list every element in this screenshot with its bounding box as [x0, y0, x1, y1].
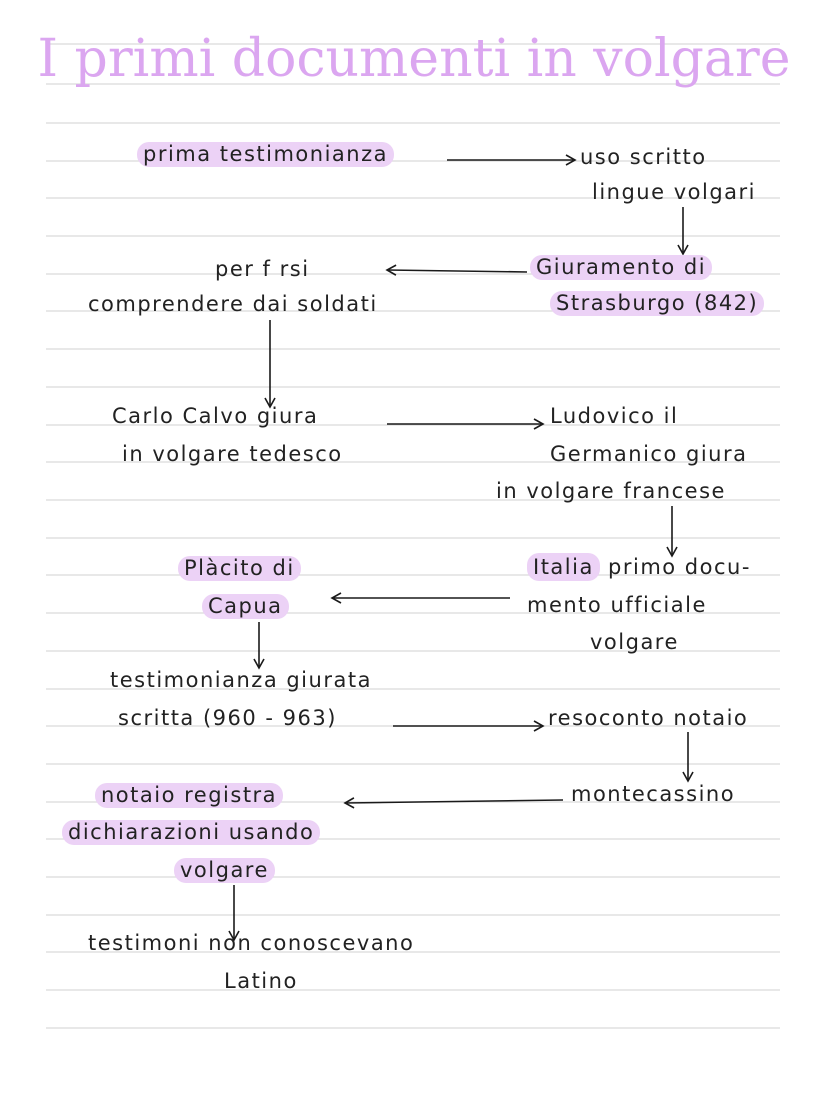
- node-resoconto: resoconto notaio: [548, 706, 749, 730]
- node-giuramento-line1: Giuramento di: [530, 255, 712, 280]
- node-ludovico-line2: Germanico giura: [550, 442, 748, 466]
- node-ludovico-line1: Ludovico il: [550, 404, 679, 428]
- node-italia-line2: mento ufficiale: [527, 593, 707, 617]
- node-notaio-line2: dichiarazioni usando: [62, 820, 320, 845]
- node-testimonianza-line2: scritta (960 - 963): [118, 706, 337, 730]
- node-italia-line1: [527, 557, 751, 578]
- page-title: I primi documenti in volgare: [37, 29, 791, 89]
- arrow-montecassino-to-notaio: [345, 800, 563, 803]
- node-notaio-line3: volgare: [174, 858, 275, 883]
- node-testimoni-line2: Latino: [224, 969, 298, 993]
- node-lingue-volgari: lingue volgari: [592, 180, 756, 204]
- arrow-giuramento-to-farsi: [387, 270, 527, 272]
- node-comprendere: comprendere dai soldati: [88, 292, 378, 316]
- node-placito-line2: Capua: [202, 594, 289, 619]
- node-testimonianza-line1: testimonianza giurata: [110, 668, 372, 692]
- node-montecassino: montecassino: [571, 782, 736, 806]
- node-notaio-line1: notaio registra: [95, 783, 283, 808]
- node-placito-line1: Plàcito di: [178, 556, 301, 581]
- node-prima-testimonianza: prima testimonianza: [137, 142, 394, 167]
- node-testimoni-line1: testimoni non conoscevano: [88, 931, 415, 955]
- node-giuramento-line2: Strasburgo (842): [550, 291, 764, 316]
- node-italia-line3: volgare: [590, 630, 679, 654]
- node-ludovico-line3: in volgare francese: [496, 479, 726, 503]
- node-uso-scritto: uso scritto: [580, 145, 707, 169]
- italia-rest: primo docu-: [608, 555, 751, 579]
- node-carlo-line1: Carlo Calvo giura: [112, 404, 319, 428]
- node-per-farsi: per f rsi: [215, 257, 310, 281]
- italia-highlight: Italia: [527, 553, 600, 581]
- node-carlo-line2: in volgare tedesco: [122, 442, 343, 466]
